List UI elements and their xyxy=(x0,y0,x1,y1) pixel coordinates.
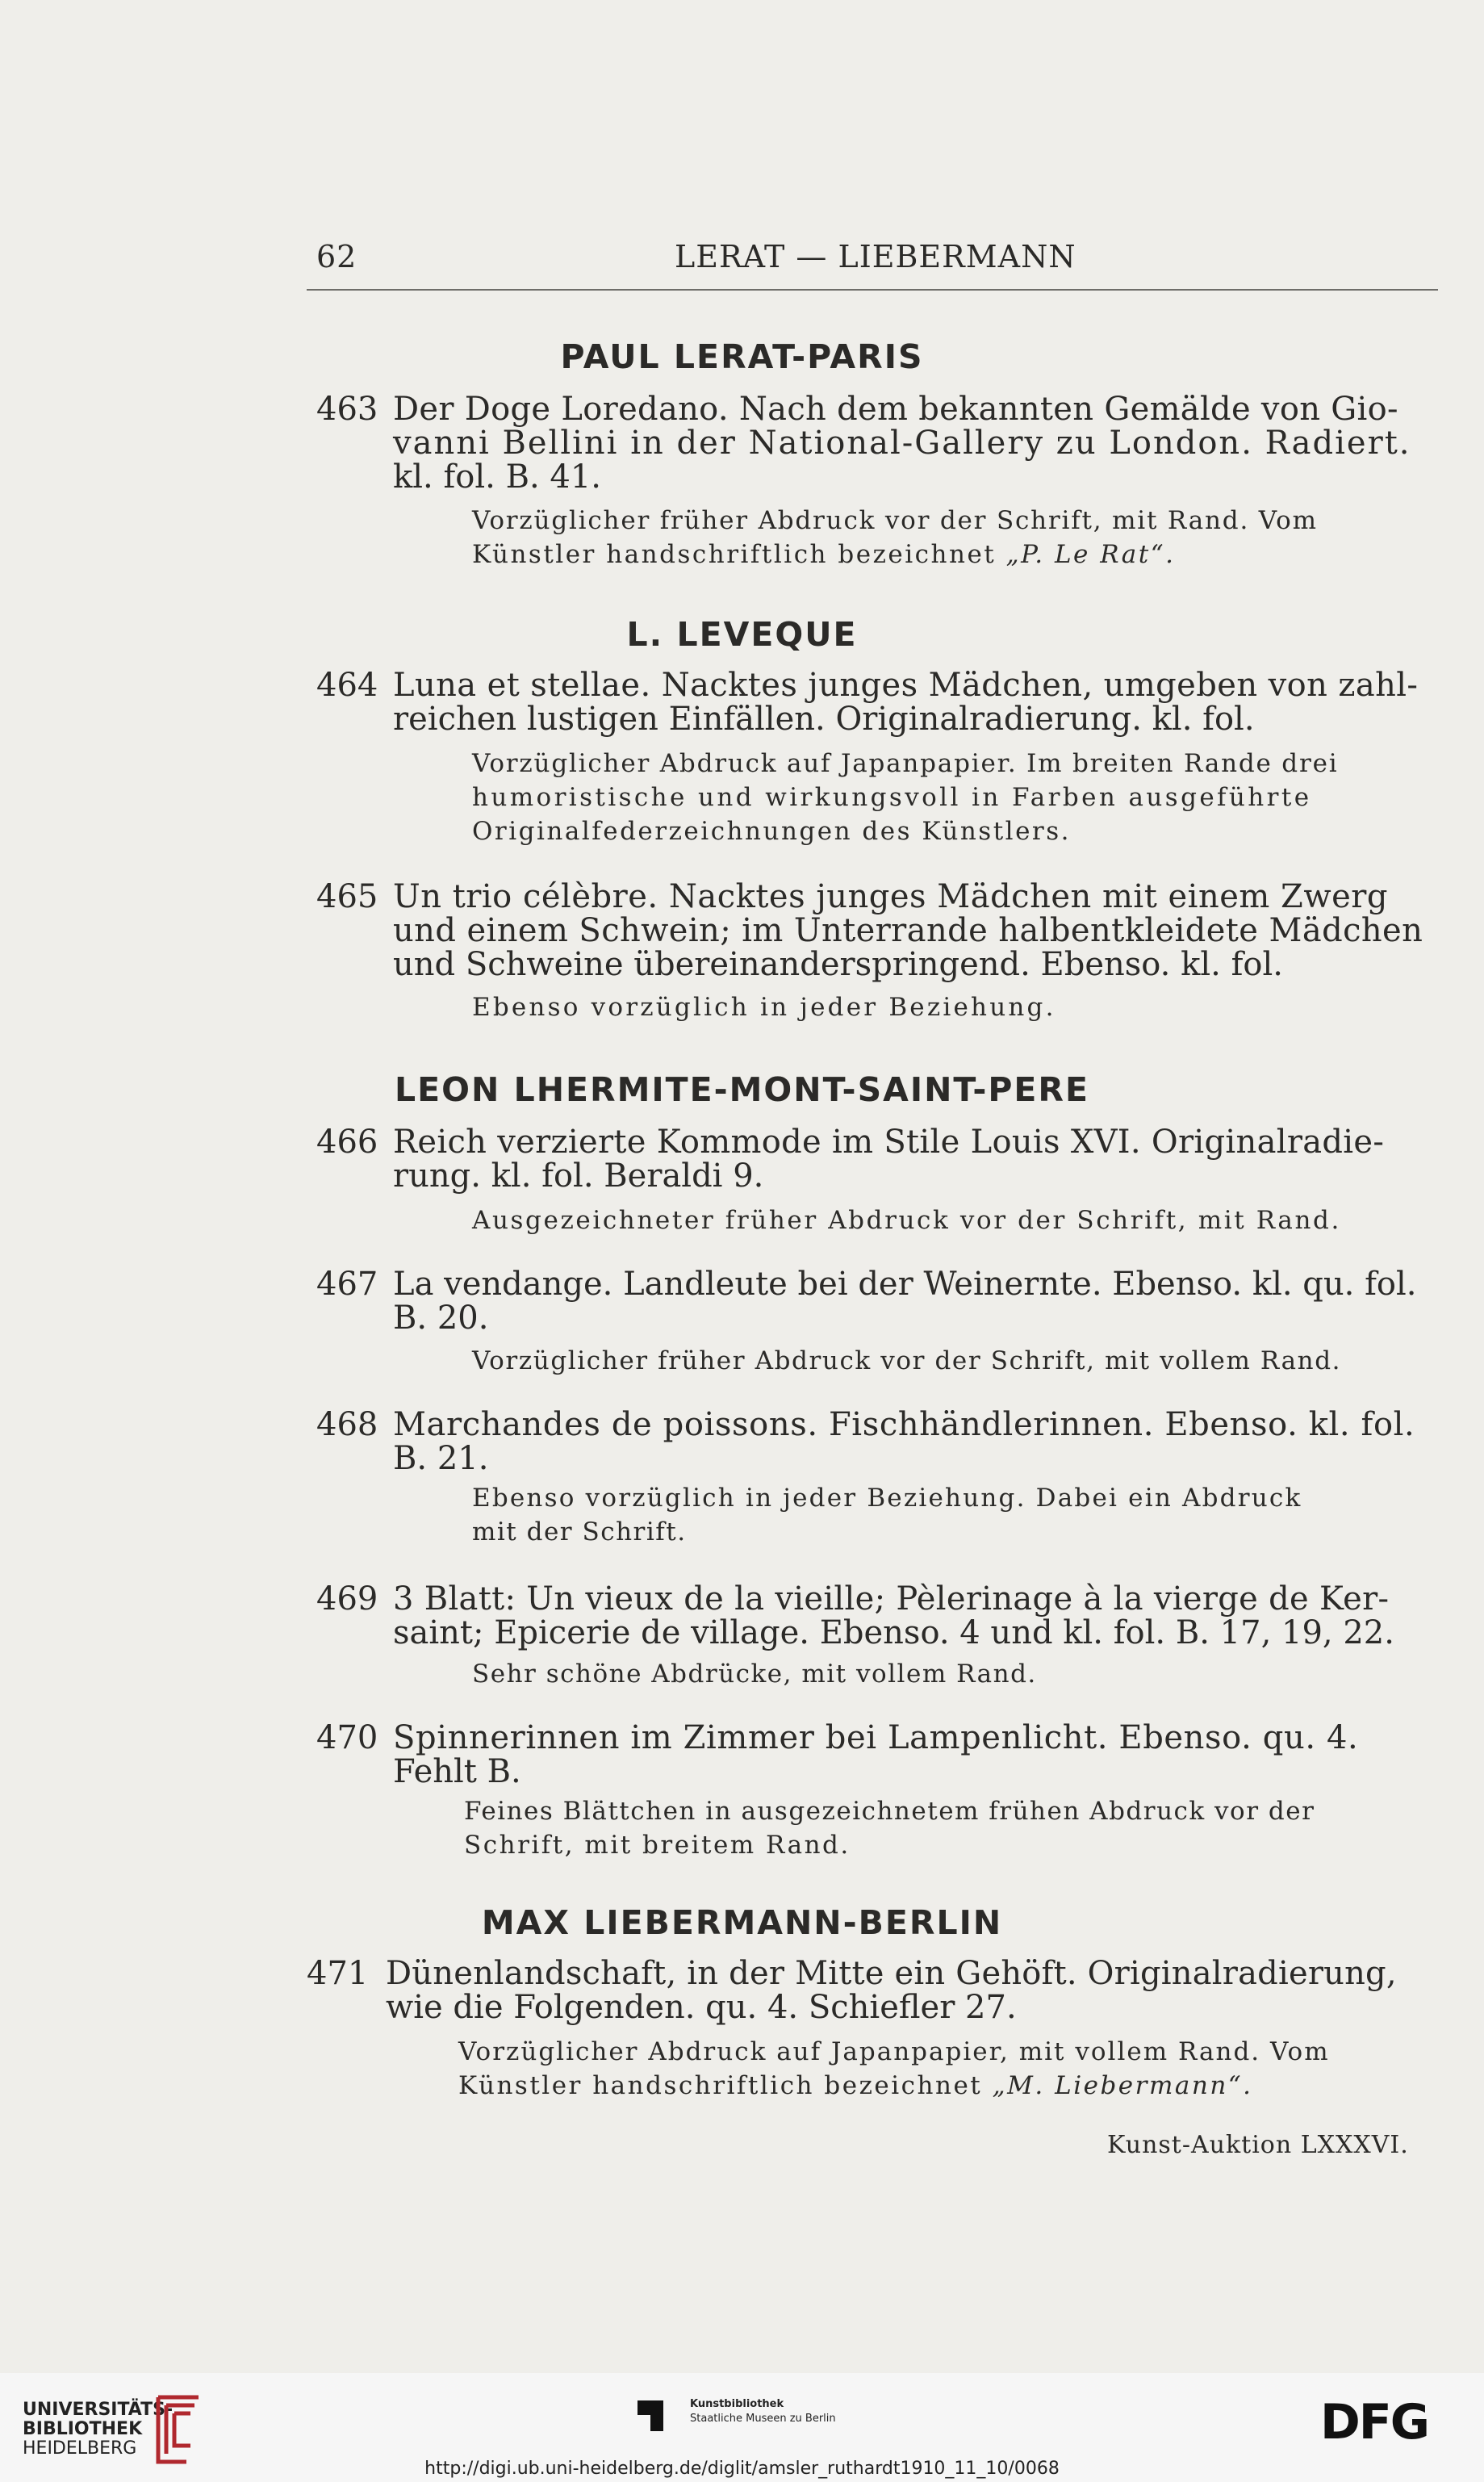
entry-note-line: Ebenso vorzüglich in jeder Beziehung. xyxy=(472,993,1056,1022)
entry-text-line: Der Doge Loredano. Nach dem bekannten Gemälde von Gio- xyxy=(393,391,1398,428)
kunstbibliothek-text: Kunstbibliothek Staatliche Museen zu Berlin xyxy=(690,2398,836,2425)
entry-note-line: Ausgezeichneter früher Abdruck vor der Schrift, mit Rand. xyxy=(472,1206,1341,1235)
entry-note-line: Sehr schöne Abdrücke, mit vollem Rand. xyxy=(472,1660,1037,1689)
entry-note-line: Schrift, mit breitem Rand. xyxy=(464,1831,851,1860)
section-heading: PAUL LERAT-PARIS xyxy=(560,337,924,376)
entry-note-line: Feines Blättchen in ausgezeichnetem frühen Abdruck vor der xyxy=(464,1797,1315,1826)
kunstbibliothek-logo-icon xyxy=(634,2396,667,2436)
entry-number: 465 xyxy=(316,878,378,915)
entry-number: 464 xyxy=(316,667,378,704)
entry-text-line: Un trio célèbre. Nacktes junges Mädchen mit einem Zwerg xyxy=(393,878,1388,915)
entry-note-line: Vorzüglicher früher Abdruck vor der Schrift, mit vollem Rand. xyxy=(472,1346,1342,1375)
entry-text-line: La vendange. Landleute bei der Weinernte. Ebenso. kl. qu. fol. xyxy=(393,1266,1417,1303)
entry-text-line: Marchandes de poissons. Fischhändlerinnen. Ebenso. kl. fol. xyxy=(393,1406,1415,1443)
section-heading: MAX LIEBERMANN-BERLIN xyxy=(481,1903,1003,1942)
entry-number: 468 xyxy=(316,1406,378,1443)
entry-number: 471 xyxy=(307,1955,369,1992)
library-logo-text: UNIVERSITÄTS- BIBLIOTHEK HEIDELBERG xyxy=(23,2400,173,2459)
entry-text-line: Dünenlandschaft, in der Mitte ein Gehöft. Originalradierung, xyxy=(386,1955,1397,1992)
entry-text-line: wie die Folgenden. qu. 4. Schiefler 27. xyxy=(386,1989,1017,2026)
signature-quote: „M. Liebermann“. xyxy=(992,2071,1253,2100)
entry-text-line: Reich verzierte Kommode im Stile Louis XVI. Originalradie- xyxy=(393,1124,1385,1161)
entry-number: 469 xyxy=(316,1580,378,1618)
entry-text-line: saint; Epicerie de village. Ebenso. 4 und kl. fol. B. 17, 19, 22. xyxy=(393,1614,1394,1651)
library-logo-icon xyxy=(150,2389,207,2470)
entry-text-line: rung. kl. fol. Beraldi 9. xyxy=(393,1157,764,1195)
entry-text-line: reichen lustigen Einfällen. Originalradierung. kl. fol. xyxy=(393,701,1255,738)
entry-note-line: Ebenso vorzüglich in jeder Beziehung. Dabei ein Abdruck xyxy=(472,1484,1302,1513)
entry-text-line: vanni Bellini in der National-Gallery zu London. Radiert. xyxy=(393,425,1411,462)
entry-number: 467 xyxy=(316,1266,378,1303)
entry-note-line: humoristische und wirkungsvoll in Farben ausgeführte xyxy=(472,783,1312,812)
signature-line: Kunst-Auktion LXXXVI. xyxy=(1107,2131,1409,2159)
entry-text-line: und einem Schwein; im Unterrande halbentkleidete Mädchen xyxy=(393,912,1423,949)
page-url-link[interactable]: http://digi.ub.uni-heidelberg.de/diglit/amsler_ruthardt1910_11_10/0068 xyxy=(424,2459,1060,2479)
entry-text-line: und Schweine übereinanderspringend. Ebenso. kl. fol. xyxy=(393,946,1283,983)
dfg-logo: DFG xyxy=(1320,2394,1429,2451)
signature-quote: „P. Le Rat“. xyxy=(1005,540,1176,569)
entry-note-line: Vorzüglicher Abdruck auf Japanpapier. Im breiten Rande drei xyxy=(472,749,1339,778)
entry-text-line: Fehlt B. xyxy=(393,1753,521,1790)
entry-note-line: Originalfederzeichnungen des Künstlers. xyxy=(472,817,1071,846)
entry-note-line: mit der Schrift. xyxy=(472,1517,687,1547)
section-heading: L. LEVEQUE xyxy=(626,615,858,654)
entry-note-line: Vorzüglicher früher Abdruck vor der Schrift, mit Rand. Vom xyxy=(472,506,1318,535)
running-title: LERAT — LIEBERMANN xyxy=(675,239,1076,274)
entry-text-line: 3 Blatt: Un vieux de la vieille; Pèlerinage à la vierge de Ker- xyxy=(393,1580,1390,1618)
footer-bar xyxy=(0,2373,1484,2482)
entry-text-line: B. 21. xyxy=(393,1440,489,1477)
entry-note-line: Vorzüglicher Abdruck auf Japanpapier, mit vollem Rand. Vom xyxy=(458,2037,1330,2066)
page-number: 62 xyxy=(316,239,357,274)
entry-number: 463 xyxy=(316,391,378,428)
entry-note-line: Künstler handschriftlich bezeichnet „P. Le Rat“. xyxy=(472,540,1176,569)
section-heading: LEON LHERMITE-MONT-SAINT-PERE xyxy=(395,1070,1089,1109)
entry-text-line: Spinnerinnen im Zimmer bei Lampenlicht. Ebenso. qu. 4. xyxy=(393,1719,1359,1756)
entry-number: 466 xyxy=(316,1124,378,1161)
entry-note-line: Künstler handschriftlich bezeichnet „M. Liebermann“. xyxy=(458,2071,1253,2100)
entry-text-line: Luna et stellae. Nacktes junges Mädchen, umgeben von zahl- xyxy=(393,667,1419,704)
entry-text-line: kl. fol. B. 41. xyxy=(393,458,602,496)
entry-text-line: B. 20. xyxy=(393,1300,489,1337)
header-rule xyxy=(307,289,1438,291)
entry-number: 470 xyxy=(316,1719,378,1756)
